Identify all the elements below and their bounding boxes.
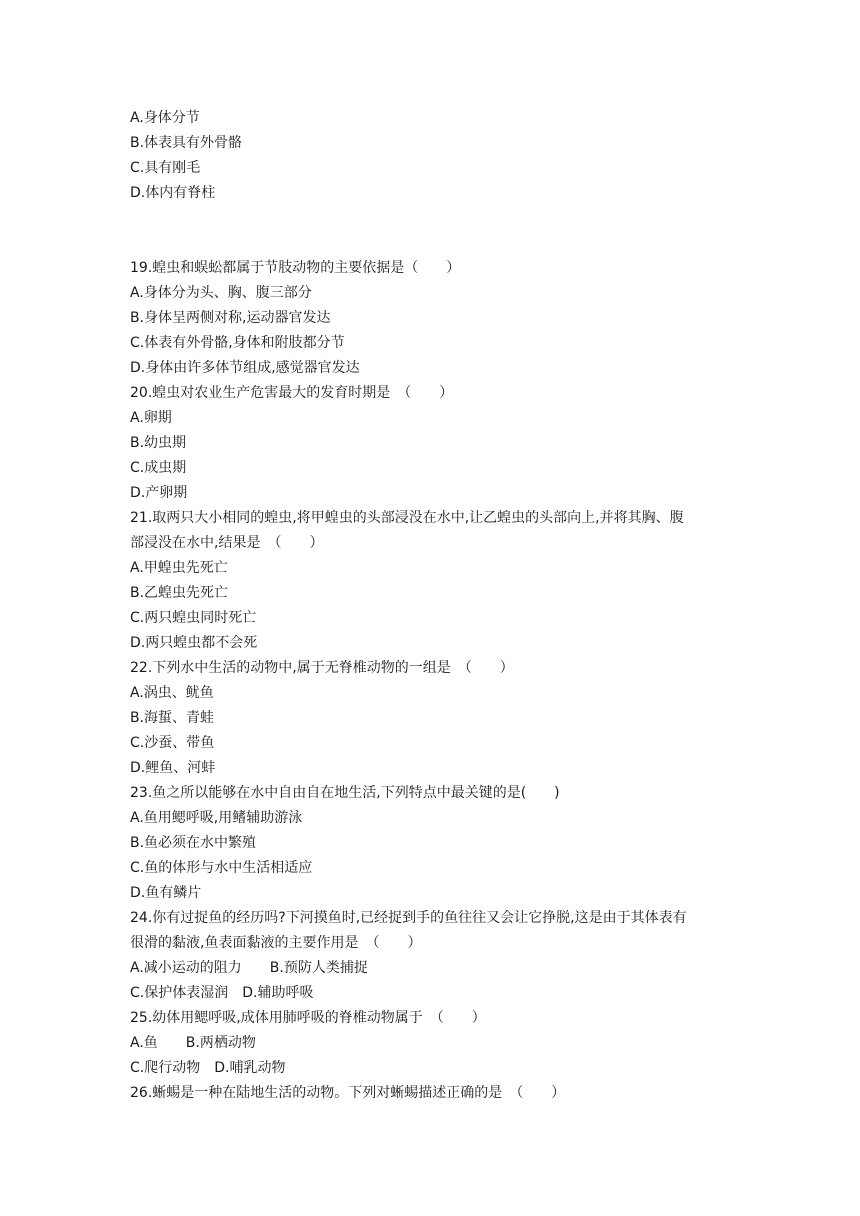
option-c: C.鱼的体形与水中生活相适应 (130, 860, 313, 876)
option-d: D.体内有脊柱 (130, 185, 216, 201)
question-stem-line-2: 很滑的黏液,鱼表面黏液的主要作用是 （ ） (130, 935, 422, 951)
question-22 (130, 656, 740, 781)
question-21 (130, 506, 740, 656)
top-options (130, 106, 740, 206)
option-b: B.幼虫期 (130, 435, 187, 451)
option-c: C.两只蝗虫同时死亡 (130, 610, 257, 626)
options-line-cd: C.保护体表湿润 D.辅助呼吸 (130, 985, 314, 1001)
option-b: B.海蜇、青蛙 (130, 710, 215, 726)
question-19 (130, 256, 740, 381)
question-stem-line-2: 部浸没在水中,结果是 （ ） (130, 535, 324, 551)
option-d: D.产卵期 (130, 485, 188, 501)
question-26 (130, 1081, 740, 1106)
options-line-ab: A.减小运动的阻力 B.预防人类捕捉 (130, 960, 368, 976)
option-b: B.乙蝗虫先死亡 (130, 585, 229, 601)
question-stem: 23.鱼之所以能够在水中自由自在地生活,下列特点中最关键的是( ) (130, 785, 560, 801)
option-a: A.鱼用鳃呼吸,用鳍辅助游泳 (130, 810, 303, 826)
question-stem-line-1: 24.你有过捉鱼的经历吗?下河摸鱼时,已经捉到手的鱼往往又会让它挣脱,这是由于其体表有 (130, 910, 687, 926)
option-d: D.鲤鱼、河蚌 (130, 760, 216, 776)
option-d: D.身体由许多体节组成,感觉器官发达 (130, 360, 360, 376)
options-line-cd: C.爬行动物 D.哺乳动物 (130, 1060, 286, 1076)
option-d: D.两只蝗虫都不会死 (130, 635, 258, 651)
option-a: A.卵期 (130, 410, 172, 426)
question-25 (130, 1006, 740, 1081)
question-stem: 19.蝗虫和蜈蚣都属于节肢动物的主要依据是（ ） (130, 260, 461, 276)
option-d: D.鱼有鳞片 (130, 885, 202, 901)
option-c: C.成虫期 (130, 460, 187, 476)
option-b: B.体表具有外骨骼 (130, 135, 243, 151)
question-stem: 26.蜥蜴是一种在陆地生活的动物。下列对蜥蜴描述正确的是 （ ） (130, 1085, 566, 1101)
option-a: A.身体分节 (130, 110, 200, 126)
question-stem-line-1: 21.取两只大小相同的蝗虫,将甲蝗虫的头部浸没在水中,让乙蝗虫的头部向上,并将其胸、腹 (130, 510, 684, 526)
question-20 (130, 381, 740, 506)
option-c: C.沙蚕、带鱼 (130, 735, 215, 751)
question-list (130, 256, 740, 1106)
option-a: A.甲蝗虫先死亡 (130, 560, 228, 576)
option-c: C.体表有外骨骼,身体和附肢都分节 (130, 335, 345, 351)
option-b: B.鱼必须在水中繁殖 (130, 835, 257, 851)
question-stem: 22.下列水中生活的动物中,属于无脊椎动物的一组是 （ ） (130, 660, 514, 676)
question-23 (130, 781, 740, 906)
option-b: B.身体呈两侧对称,运动器官发达 (130, 310, 331, 326)
option-a: A.身体分为头、胸、腹三部分 (130, 285, 312, 301)
option-a: A.涡虫、鱿鱼 (130, 685, 214, 701)
option-c: C.具有刚毛 (130, 160, 201, 176)
question-24 (130, 906, 740, 1006)
question-stem: 25.幼体用鳃呼吸,成体用肺呼吸的脊椎动物属于 （ ） (130, 1010, 486, 1026)
options-line-ab: A.鱼 B.两栖动物 (130, 1035, 256, 1051)
question-stem: 20.蝗虫对农业生产危害最大的发育时期是 （ ） (130, 385, 454, 401)
